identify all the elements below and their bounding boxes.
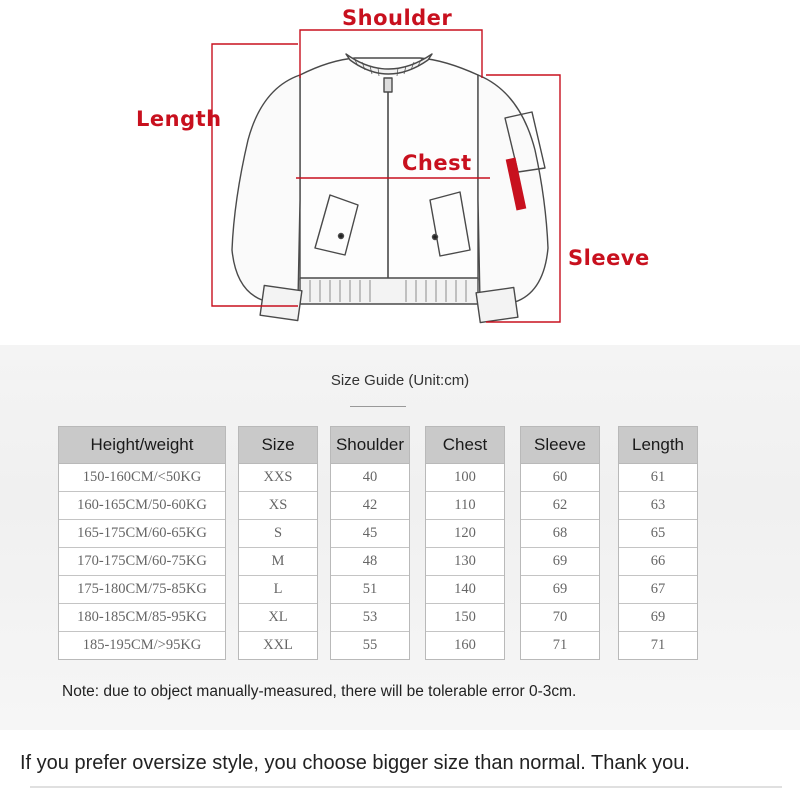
size-guide-title: Size Guide (Unit:cm) [330,372,470,389]
waistband [300,278,478,304]
table-cell: 42 [331,492,409,520]
table-cell: 120 [426,520,504,548]
table-cell: 40 [331,464,409,492]
table-cell: 110 [426,492,504,520]
left-cuff [260,286,302,321]
column-shoulder [330,426,410,660]
footer-message: If you prefer oversize style, you choose bigger size than normal. Thank you. [20,752,690,774]
table-cell: XXL [263,637,293,653]
table-cell: 160 [454,637,476,653]
table-cell: 70 [521,604,599,632]
jacket-measurement-diagram [0,0,800,345]
table-cell: 63 [619,492,697,520]
column-sleeve [520,426,600,660]
table-cell: 66 [619,548,697,576]
column-header: Size [239,427,317,464]
chest-label: Chest [402,151,472,175]
table-cell: S [239,520,317,548]
column-height-weight [58,426,226,660]
table-cell: 150-160CM/<50KG [59,464,225,492]
column-length [618,426,698,660]
table-cell: 71 [650,637,666,653]
table-cell: 185-195CM/>95KG [82,637,202,653]
column-header: Sleeve [521,427,599,464]
footer-divider [30,786,782,788]
table-cell: XL [239,604,317,632]
column-header: Height/weight [59,427,225,464]
table-cell: 140 [426,576,504,604]
table-cell: 65 [619,520,697,548]
table-cell: 69 [521,548,599,576]
title-divider [350,406,406,407]
table-cell: 100 [426,464,504,492]
table-cell: 60 [521,464,599,492]
shoulder-label: Shoulder [342,6,453,30]
table-cell: 67 [619,576,697,604]
column-chest [425,426,505,660]
table-cell: 48 [331,548,409,576]
column-header: Shoulder [331,427,409,464]
table-cell: 180-185CM/85-95KG [59,604,225,632]
table-cell: 69 [521,576,599,604]
table-cell: 170-175CM/60-75KG [59,548,225,576]
table-cell: 175-180CM/75-85KG [59,576,225,604]
table-cell: 130 [426,548,504,576]
column-header: Length [619,427,697,464]
table-cell: 51 [331,576,409,604]
table-cell: 53 [331,604,409,632]
table-cell: 62 [521,492,599,520]
measurement-note: Note: due to object manually-measured, there will be tolerable error 0-3cm. [62,683,577,700]
length-label: Length [136,107,222,131]
sleeve-label: Sleeve [568,246,650,270]
table-cell: 45 [331,520,409,548]
table-cell: 71 [552,637,568,653]
left-sleeve-outline [232,75,300,300]
table-cell: XXS [239,464,317,492]
table-cell: 68 [521,520,599,548]
table-cell: 55 [362,637,378,653]
table-cell: 150 [426,604,504,632]
jacket-illustration [0,0,800,345]
table-cell: 160-165CM/50-60KG [59,492,225,520]
table-cell: 165-175CM/60-65KG [59,520,225,548]
table-cell: M [239,548,317,576]
table-cell: L [239,576,317,604]
table-cell: 61 [619,464,697,492]
table-cell: XS [239,492,317,520]
column-header: Chest [426,427,504,464]
column-size [238,426,318,660]
right-cuff [476,288,518,323]
table-cell: 69 [619,604,697,632]
